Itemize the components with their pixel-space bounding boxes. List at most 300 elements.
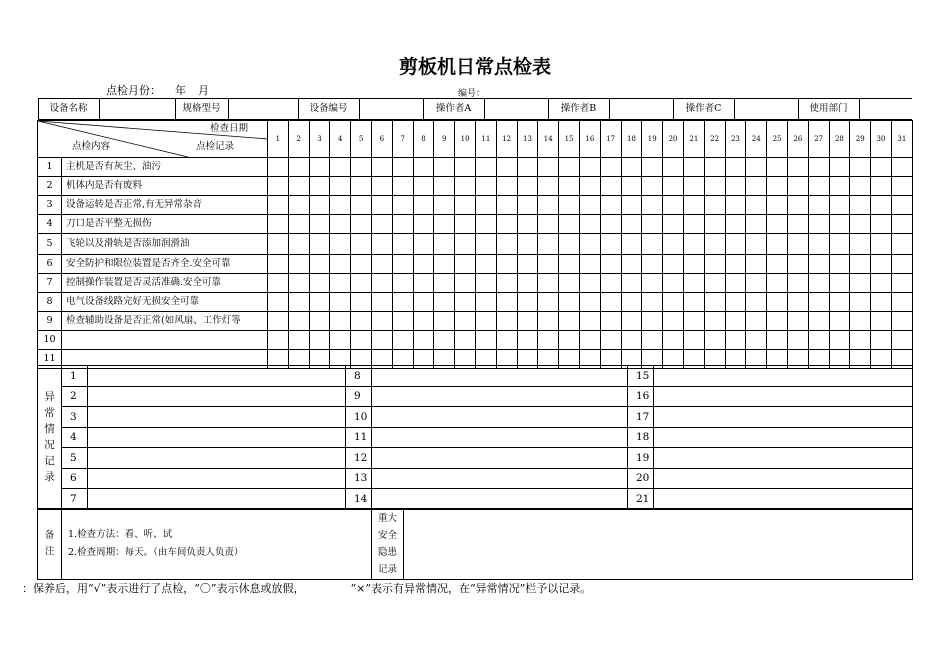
check-cell[interactable] — [559, 331, 580, 350]
check-cell[interactable] — [538, 234, 559, 255]
check-cell[interactable] — [413, 158, 434, 177]
check-cell[interactable] — [767, 331, 788, 350]
check-cell[interactable] — [746, 274, 767, 293]
check-cell[interactable] — [455, 215, 476, 234]
check-cell[interactable] — [288, 274, 309, 293]
check-cell[interactable] — [517, 293, 538, 312]
check-cell[interactable] — [642, 158, 663, 177]
check-cell[interactable] — [434, 274, 455, 293]
check-cell[interactable] — [579, 234, 600, 255]
check-cell[interactable] — [808, 293, 829, 312]
check-cell[interactable] — [746, 196, 767, 215]
check-cell[interactable] — [559, 215, 580, 234]
check-cell[interactable] — [475, 158, 496, 177]
check-cell[interactable] — [850, 331, 871, 350]
check-cell[interactable] — [683, 196, 704, 215]
check-cell[interactable] — [746, 177, 767, 196]
check-cell[interactable] — [704, 196, 725, 215]
check-cell[interactable] — [351, 196, 372, 215]
check-cell[interactable] — [725, 293, 746, 312]
check-cell[interactable] — [767, 215, 788, 234]
check-cell[interactable] — [808, 158, 829, 177]
check-cell[interactable] — [392, 158, 413, 177]
check-cell[interactable] — [351, 177, 372, 196]
department-field[interactable] — [859, 99, 912, 120]
check-cell[interactable] — [538, 215, 559, 234]
abnormal-field[interactable] — [654, 448, 913, 469]
check-cell[interactable] — [517, 312, 538, 331]
check-cell[interactable] — [434, 293, 455, 312]
check-cell[interactable] — [268, 234, 289, 255]
check-cell[interactable] — [725, 312, 746, 331]
check-cell[interactable] — [268, 293, 289, 312]
check-cell[interactable] — [559, 196, 580, 215]
check-cell[interactable] — [704, 255, 725, 274]
check-cell[interactable] — [704, 158, 725, 177]
check-cell[interactable] — [288, 255, 309, 274]
check-cell[interactable] — [538, 293, 559, 312]
check-cell[interactable] — [871, 177, 892, 196]
abnormal-field[interactable] — [654, 386, 913, 407]
check-cell[interactable] — [829, 331, 850, 350]
check-cell[interactable] — [538, 177, 559, 196]
check-cell[interactable] — [850, 234, 871, 255]
check-cell[interactable] — [891, 215, 912, 234]
check-cell[interactable] — [808, 255, 829, 274]
check-cell[interactable] — [579, 177, 600, 196]
abnormal-field[interactable] — [654, 468, 913, 489]
check-cell[interactable] — [268, 177, 289, 196]
check-cell[interactable] — [621, 215, 642, 234]
check-cell[interactable] — [434, 215, 455, 234]
check-cell[interactable] — [517, 196, 538, 215]
check-cell[interactable] — [683, 255, 704, 274]
check-cell[interactable] — [330, 274, 351, 293]
check-cell[interactable] — [392, 255, 413, 274]
abnormal-field[interactable] — [372, 407, 628, 428]
abnormal-field[interactable] — [372, 427, 628, 448]
check-cell[interactable] — [725, 177, 746, 196]
check-cell[interactable] — [663, 255, 684, 274]
check-cell[interactable] — [704, 215, 725, 234]
check-cell[interactable] — [600, 331, 621, 350]
check-cell[interactable] — [663, 158, 684, 177]
abnormal-field[interactable] — [372, 489, 628, 510]
check-cell[interactable] — [288, 293, 309, 312]
check-cell[interactable] — [600, 215, 621, 234]
check-cell[interactable] — [330, 331, 351, 350]
check-cell[interactable] — [891, 158, 912, 177]
check-cell[interactable] — [538, 255, 559, 274]
check-cell[interactable] — [371, 158, 392, 177]
check-cell[interactable] — [496, 331, 517, 350]
check-cell[interactable] — [517, 274, 538, 293]
check-cell[interactable] — [871, 196, 892, 215]
check-cell[interactable] — [517, 234, 538, 255]
check-cell[interactable] — [434, 312, 455, 331]
check-cell[interactable] — [746, 234, 767, 255]
check-cell[interactable] — [787, 177, 808, 196]
check-cell[interactable] — [496, 293, 517, 312]
check-cell[interactable] — [579, 196, 600, 215]
check-cell[interactable] — [496, 255, 517, 274]
check-cell[interactable] — [767, 196, 788, 215]
check-cell[interactable] — [891, 274, 912, 293]
check-cell[interactable] — [600, 293, 621, 312]
check-cell[interactable] — [663, 196, 684, 215]
check-cell[interactable] — [829, 312, 850, 331]
check-cell[interactable] — [455, 177, 476, 196]
abnormal-field[interactable] — [372, 468, 628, 489]
check-cell[interactable] — [663, 234, 684, 255]
check-cell[interactable] — [392, 331, 413, 350]
check-cell[interactable] — [621, 158, 642, 177]
check-cell[interactable] — [850, 158, 871, 177]
check-cell[interactable] — [392, 196, 413, 215]
abnormal-field[interactable] — [372, 386, 628, 407]
operator-a-field[interactable] — [484, 99, 548, 120]
check-cell[interactable] — [455, 158, 476, 177]
check-cell[interactable] — [496, 177, 517, 196]
check-cell[interactable] — [683, 234, 704, 255]
check-cell[interactable] — [517, 331, 538, 350]
check-cell[interactable] — [455, 312, 476, 331]
check-cell[interactable] — [663, 293, 684, 312]
check-cell[interactable] — [538, 196, 559, 215]
check-cell[interactable] — [579, 158, 600, 177]
check-cell[interactable] — [392, 274, 413, 293]
check-cell[interactable] — [808, 331, 829, 350]
check-cell[interactable] — [683, 177, 704, 196]
check-cell[interactable] — [330, 177, 351, 196]
check-cell[interactable] — [621, 331, 642, 350]
check-cell[interactable] — [517, 158, 538, 177]
check-cell[interactable] — [496, 196, 517, 215]
check-cell[interactable] — [351, 234, 372, 255]
check-cell[interactable] — [829, 177, 850, 196]
check-cell[interactable] — [455, 255, 476, 274]
check-cell[interactable] — [871, 158, 892, 177]
check-cell[interactable] — [808, 234, 829, 255]
check-cell[interactable] — [787, 274, 808, 293]
abnormal-field[interactable] — [372, 448, 628, 469]
check-cell[interactable] — [850, 196, 871, 215]
check-cell[interactable] — [351, 331, 372, 350]
check-cell[interactable] — [413, 255, 434, 274]
check-cell[interactable] — [579, 255, 600, 274]
check-cell[interactable] — [371, 177, 392, 196]
operator-b-field[interactable] — [609, 99, 673, 120]
check-cell[interactable] — [559, 274, 580, 293]
check-cell[interactable] — [787, 215, 808, 234]
check-cell[interactable] — [309, 293, 330, 312]
check-cell[interactable] — [787, 293, 808, 312]
check-cell[interactable] — [829, 255, 850, 274]
check-cell[interactable] — [371, 196, 392, 215]
operator-c-field[interactable] — [734, 99, 798, 120]
check-cell[interactable] — [746, 331, 767, 350]
check-cell[interactable] — [288, 215, 309, 234]
check-cell[interactable] — [621, 312, 642, 331]
check-cell[interactable] — [371, 312, 392, 331]
check-cell[interactable] — [621, 234, 642, 255]
check-cell[interactable] — [850, 177, 871, 196]
check-cell[interactable] — [725, 255, 746, 274]
check-cell[interactable] — [725, 215, 746, 234]
check-cell[interactable] — [663, 331, 684, 350]
spec-model-field[interactable] — [228, 99, 298, 120]
check-cell[interactable] — [268, 158, 289, 177]
check-cell[interactable] — [475, 312, 496, 331]
check-cell[interactable] — [871, 312, 892, 331]
check-cell[interactable] — [475, 331, 496, 350]
abnormal-field[interactable] — [654, 427, 913, 448]
check-cell[interactable] — [288, 196, 309, 215]
check-cell[interactable] — [767, 255, 788, 274]
check-cell[interactable] — [559, 177, 580, 196]
check-cell[interactable] — [600, 177, 621, 196]
check-cell[interactable] — [559, 255, 580, 274]
check-cell[interactable] — [434, 177, 455, 196]
check-cell[interactable] — [787, 196, 808, 215]
check-cell[interactable] — [871, 293, 892, 312]
check-cell[interactable] — [268, 331, 289, 350]
check-cell[interactable] — [683, 293, 704, 312]
abnormal-field[interactable] — [654, 407, 913, 428]
check-cell[interactable] — [891, 312, 912, 331]
check-cell[interactable] — [371, 274, 392, 293]
check-cell[interactable] — [767, 177, 788, 196]
check-cell[interactable] — [475, 234, 496, 255]
check-cell[interactable] — [725, 331, 746, 350]
check-cell[interactable] — [891, 255, 912, 274]
check-cell[interactable] — [288, 177, 309, 196]
check-cell[interactable] — [829, 293, 850, 312]
check-cell[interactable] — [746, 293, 767, 312]
check-cell[interactable] — [746, 158, 767, 177]
check-cell[interactable] — [330, 293, 351, 312]
check-cell[interactable] — [871, 331, 892, 350]
check-cell[interactable] — [413, 196, 434, 215]
check-cell[interactable] — [309, 158, 330, 177]
check-cell[interactable] — [891, 293, 912, 312]
check-cell[interactable] — [288, 234, 309, 255]
check-cell[interactable] — [434, 158, 455, 177]
check-cell[interactable] — [663, 312, 684, 331]
check-cell[interactable] — [704, 312, 725, 331]
check-cell[interactable] — [808, 215, 829, 234]
check-cell[interactable] — [475, 196, 496, 215]
check-cell[interactable] — [683, 158, 704, 177]
check-cell[interactable] — [496, 312, 517, 331]
check-cell[interactable] — [434, 234, 455, 255]
check-cell[interactable] — [371, 215, 392, 234]
check-cell[interactable] — [871, 255, 892, 274]
check-cell[interactable] — [309, 234, 330, 255]
check-cell[interactable] — [330, 234, 351, 255]
check-cell[interactable] — [642, 274, 663, 293]
check-cell[interactable] — [434, 196, 455, 215]
check-cell[interactable] — [621, 255, 642, 274]
check-cell[interactable] — [767, 274, 788, 293]
check-cell[interactable] — [829, 196, 850, 215]
check-cell[interactable] — [371, 255, 392, 274]
check-cell[interactable] — [891, 234, 912, 255]
check-cell[interactable] — [517, 215, 538, 234]
check-cell[interactable] — [351, 255, 372, 274]
check-cell[interactable] — [309, 312, 330, 331]
check-cell[interactable] — [829, 158, 850, 177]
check-cell[interactable] — [268, 255, 289, 274]
check-cell[interactable] — [496, 158, 517, 177]
check-cell[interactable] — [683, 312, 704, 331]
device-number-field[interactable] — [359, 99, 423, 120]
abnormal-field[interactable] — [88, 468, 346, 489]
check-cell[interactable] — [330, 215, 351, 234]
check-cell[interactable] — [642, 331, 663, 350]
check-cell[interactable] — [642, 215, 663, 234]
check-cell[interactable] — [559, 234, 580, 255]
abnormal-field[interactable] — [654, 366, 913, 387]
abnormal-field[interactable] — [654, 489, 913, 510]
check-cell[interactable] — [330, 196, 351, 215]
check-cell[interactable] — [704, 331, 725, 350]
check-cell[interactable] — [392, 312, 413, 331]
check-cell[interactable] — [475, 177, 496, 196]
check-cell[interactable] — [725, 158, 746, 177]
check-cell[interactable] — [268, 196, 289, 215]
check-cell[interactable] — [600, 196, 621, 215]
check-cell[interactable] — [413, 293, 434, 312]
abnormal-field[interactable] — [372, 366, 628, 387]
check-cell[interactable] — [600, 255, 621, 274]
major-hazard-field[interactable] — [404, 509, 913, 580]
check-cell[interactable] — [829, 274, 850, 293]
check-cell[interactable] — [475, 274, 496, 293]
check-cell[interactable] — [392, 234, 413, 255]
check-cell[interactable] — [829, 215, 850, 234]
check-cell[interactable] — [475, 293, 496, 312]
check-cell[interactable] — [787, 158, 808, 177]
check-cell[interactable] — [891, 177, 912, 196]
check-cell[interactable] — [351, 293, 372, 312]
check-cell[interactable] — [683, 331, 704, 350]
check-cell[interactable] — [787, 255, 808, 274]
check-cell[interactable] — [392, 215, 413, 234]
check-cell[interactable] — [621, 293, 642, 312]
check-cell[interactable] — [642, 312, 663, 331]
check-cell[interactable] — [392, 293, 413, 312]
check-cell[interactable] — [475, 215, 496, 234]
check-cell[interactable] — [351, 274, 372, 293]
check-cell[interactable] — [413, 274, 434, 293]
check-cell[interactable] — [850, 255, 871, 274]
check-cell[interactable] — [413, 234, 434, 255]
check-cell[interactable] — [288, 158, 309, 177]
check-cell[interactable] — [496, 274, 517, 293]
check-cell[interactable] — [621, 274, 642, 293]
check-cell[interactable] — [746, 312, 767, 331]
check-cell[interactable] — [642, 234, 663, 255]
check-cell[interactable] — [600, 274, 621, 293]
check-cell[interactable] — [559, 312, 580, 331]
check-cell[interactable] — [787, 312, 808, 331]
check-cell[interactable] — [850, 215, 871, 234]
check-cell[interactable] — [767, 293, 788, 312]
device-name-field[interactable] — [99, 99, 175, 120]
check-cell[interactable] — [829, 234, 850, 255]
check-cell[interactable] — [891, 331, 912, 350]
check-cell[interactable] — [746, 255, 767, 274]
check-cell[interactable] — [725, 196, 746, 215]
check-cell[interactable] — [455, 331, 476, 350]
check-cell[interactable] — [579, 293, 600, 312]
check-cell[interactable] — [579, 312, 600, 331]
check-cell[interactable] — [621, 196, 642, 215]
check-cell[interactable] — [288, 331, 309, 350]
check-cell[interactable] — [642, 177, 663, 196]
check-cell[interactable] — [351, 312, 372, 331]
check-cell[interactable] — [538, 158, 559, 177]
check-cell[interactable] — [808, 312, 829, 331]
check-cell[interactable] — [455, 234, 476, 255]
check-cell[interactable] — [725, 274, 746, 293]
abnormal-field[interactable] — [88, 448, 346, 469]
check-cell[interactable] — [787, 331, 808, 350]
check-cell[interactable] — [309, 177, 330, 196]
check-cell[interactable] — [559, 293, 580, 312]
check-cell[interactable] — [891, 196, 912, 215]
check-cell[interactable] — [642, 196, 663, 215]
check-cell[interactable] — [455, 274, 476, 293]
check-cell[interactable] — [767, 312, 788, 331]
check-cell[interactable] — [704, 293, 725, 312]
check-cell[interactable] — [642, 255, 663, 274]
check-cell[interactable] — [413, 312, 434, 331]
abnormal-field[interactable] — [88, 366, 346, 387]
check-cell[interactable] — [330, 158, 351, 177]
check-cell[interactable] — [704, 274, 725, 293]
check-cell[interactable] — [455, 196, 476, 215]
check-cell[interactable] — [351, 158, 372, 177]
check-cell[interactable] — [413, 215, 434, 234]
abnormal-field[interactable] — [88, 489, 346, 510]
check-cell[interactable] — [683, 274, 704, 293]
check-cell[interactable] — [496, 234, 517, 255]
check-cell[interactable] — [787, 234, 808, 255]
check-cell[interactable] — [517, 177, 538, 196]
check-cell[interactable] — [538, 274, 559, 293]
check-cell[interactable] — [371, 293, 392, 312]
check-cell[interactable] — [413, 177, 434, 196]
check-cell[interactable] — [559, 158, 580, 177]
check-cell[interactable] — [309, 255, 330, 274]
check-cell[interactable] — [538, 331, 559, 350]
check-cell[interactable] — [579, 331, 600, 350]
check-cell[interactable] — [309, 331, 330, 350]
check-cell[interactable] — [434, 255, 455, 274]
check-cell[interactable] — [808, 274, 829, 293]
check-cell[interactable] — [871, 274, 892, 293]
check-cell[interactable] — [309, 196, 330, 215]
check-cell[interactable] — [871, 215, 892, 234]
check-cell[interactable] — [767, 158, 788, 177]
check-cell[interactable] — [309, 215, 330, 234]
check-cell[interactable] — [579, 274, 600, 293]
check-cell[interactable] — [808, 196, 829, 215]
check-cell[interactable] — [621, 177, 642, 196]
check-cell[interactable] — [600, 234, 621, 255]
